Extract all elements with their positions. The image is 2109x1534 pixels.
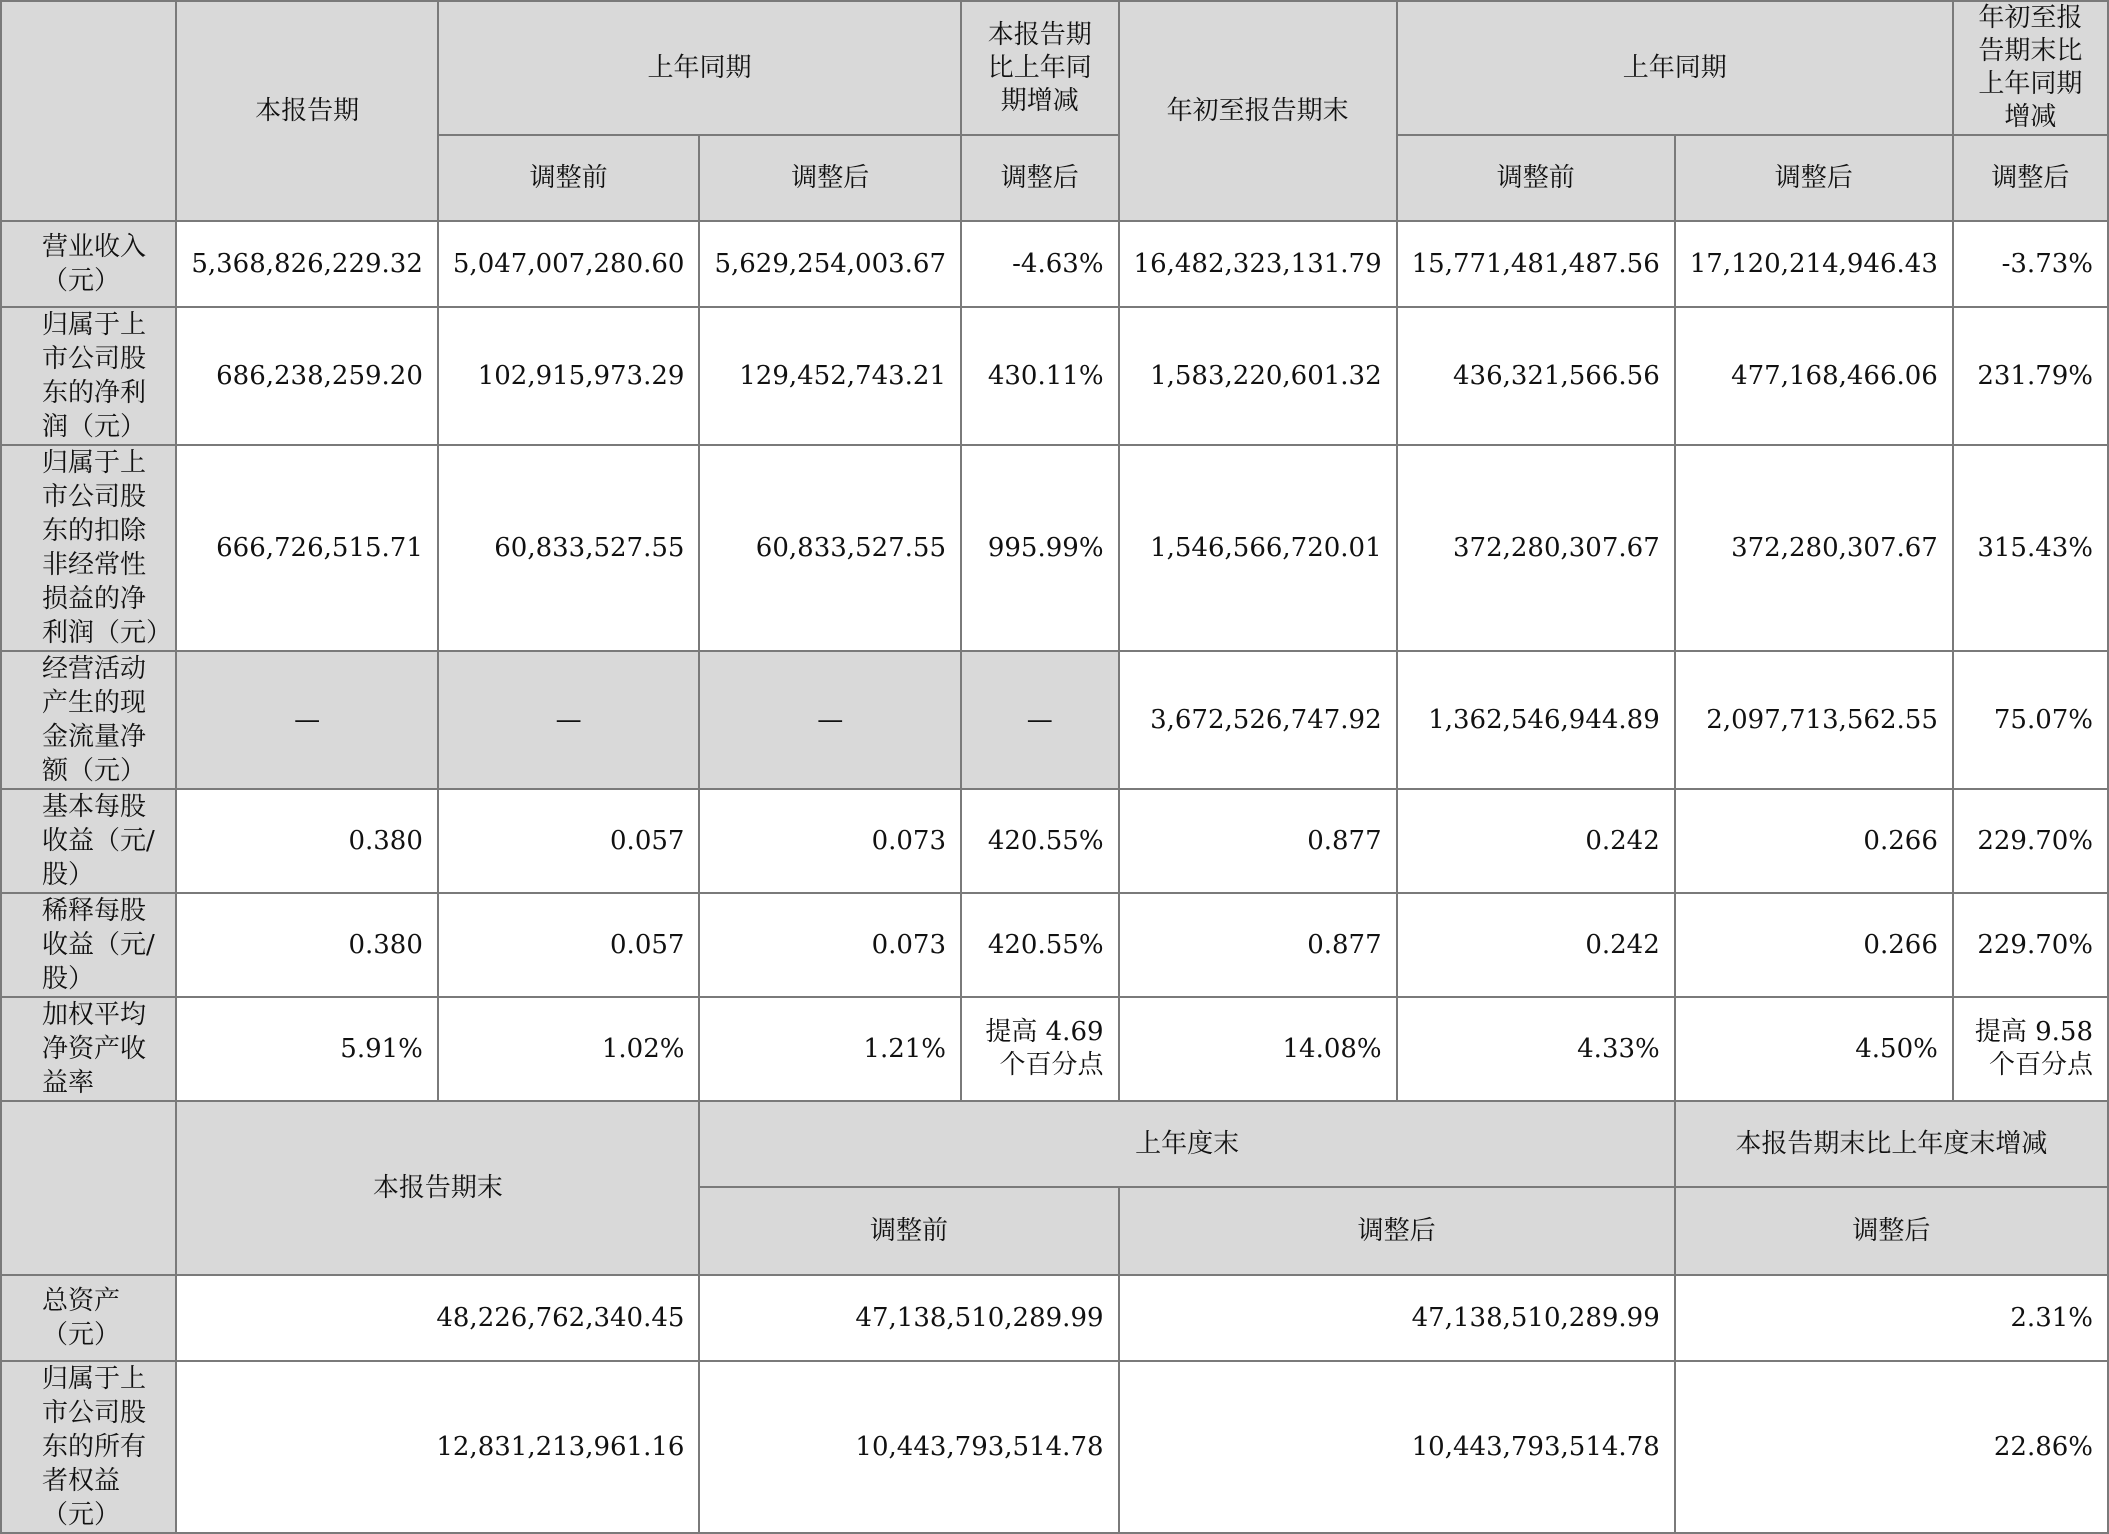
header-period-end: 本报告期末 (176, 1101, 699, 1275)
ytd-before-value: 0.242 (1397, 893, 1675, 997)
change-value: 430.11% (961, 307, 1119, 445)
prior-after-value: 129,452,743.21 (699, 307, 961, 445)
prior-after-value: 1.21% (699, 997, 961, 1101)
ytd-before-value: 372,280,307.67 (1397, 445, 1675, 651)
header-year-end-before-adj: 调整前 (699, 1187, 1118, 1275)
table-row (1, 789, 2108, 893)
year-end-before-value: 47,138,510,289.99 (699, 1275, 1118, 1361)
table-row (1, 221, 2108, 307)
ytd-change-value: 提高 9.58 个百分点 (1953, 997, 2108, 1101)
year-end-after-value: 10,443,793,514.78 (1119, 1361, 1675, 1533)
ytd-before-value: 1,362,546,944.89 (1397, 651, 1675, 789)
row-label: 基本每股收益（元/股） (1, 789, 176, 893)
ytd-after-value: 372,280,307.67 (1675, 445, 1953, 651)
table-row (1, 651, 2108, 789)
row-label: 归属于上市公司股东的所有者权益（元） (1, 1361, 176, 1533)
ytd-change-value: 229.70% (1953, 789, 2108, 893)
header-change-ytd: 年初至报告期末比上年同期增减 (1953, 1, 2108, 135)
table-row (1, 997, 2108, 1101)
header-ytd: 年初至报告期末 (1119, 1, 1397, 221)
header-before-adj: 调整前 (438, 135, 700, 221)
year-end-before-value: 10,443,793,514.78 (699, 1361, 1118, 1533)
bottom-header-row-1 (1, 1101, 2108, 1187)
prior-after-value: 5,629,254,003.67 (699, 221, 961, 307)
current-period-value: 0.380 (176, 789, 438, 893)
ytd-after-value: 4.50% (1675, 997, 1953, 1101)
ytd-change-value: 229.70% (1953, 893, 2108, 997)
table-row (1, 1361, 2108, 1533)
top-header-row-1 (1, 1, 2108, 135)
year-end-after-value: 47,138,510,289.99 (1119, 1275, 1675, 1361)
header-prior-period: 上年同期 (438, 1, 961, 135)
year-end-change-value: 22.86% (1675, 1361, 2108, 1533)
bottom-header-corner-cell (1, 1101, 176, 1275)
table-row (1, 307, 2108, 445)
year-end-change-value: 2.31% (1675, 1275, 2108, 1361)
ytd-value: 14.08% (1119, 997, 1397, 1101)
prior-before-value: 0.057 (438, 893, 700, 997)
ytd-value: 1,583,220,601.32 (1119, 307, 1397, 445)
header-current-period: 本报告期 (176, 1, 438, 221)
ytd-change-value: -3.73% (1953, 221, 2108, 307)
period-end-value: 12,831,213,961.16 (176, 1361, 699, 1533)
row-label: 加权平均净资产收益率 (1, 997, 176, 1101)
header-year-end-after-adj: 调整后 (1119, 1187, 1675, 1275)
row-label: 归属于上市公司股东的扣除非经常性损益的净利润（元） (1, 445, 176, 651)
ytd-before-value: 4.33% (1397, 997, 1675, 1101)
prior-after-value: 0.073 (699, 893, 961, 997)
header-corner-cell (1, 1, 176, 221)
period-end-value: 48,226,762,340.45 (176, 1275, 699, 1361)
ytd-before-value: 15,771,481,487.56 (1397, 221, 1675, 307)
prior-after-value: — (699, 651, 961, 789)
ytd-change-value: 75.07% (1953, 651, 2108, 789)
row-label: 营业收入（元） (1, 221, 176, 307)
row-label: 归属于上市公司股东的净利润（元） (1, 307, 176, 445)
ytd-before-value: 0.242 (1397, 789, 1675, 893)
current-period-value: 0.380 (176, 893, 438, 997)
header-ytd-change-after-adj: 调整后 (1953, 135, 2108, 221)
prior-before-value: 5,047,007,280.60 (438, 221, 700, 307)
change-value: — (961, 651, 1119, 789)
ytd-value: 1,546,566,720.01 (1119, 445, 1397, 651)
ytd-after-value: 17,120,214,946.43 (1675, 221, 1953, 307)
ytd-value: 16,482,323,131.79 (1119, 221, 1397, 307)
header-ytd-before-adj: 调整前 (1397, 135, 1675, 221)
ytd-change-value: 231.79% (1953, 307, 2108, 445)
ytd-after-value: 477,168,466.06 (1675, 307, 1953, 445)
change-value: 420.55% (961, 789, 1119, 893)
change-value: -4.63% (961, 221, 1119, 307)
table-row (1, 893, 2108, 997)
table-row (1, 1275, 2108, 1361)
change-value: 提高 4.69 个百分点 (961, 997, 1119, 1101)
change-value: 995.99% (961, 445, 1119, 651)
header-year-end-change-after-adj: 调整后 (1675, 1187, 2108, 1275)
current-period-value: — (176, 651, 438, 789)
header-after-adj: 调整后 (699, 135, 961, 221)
ytd-value: 3,672,526,747.92 (1119, 651, 1397, 789)
ytd-before-value: 436,321,566.56 (1397, 307, 1675, 445)
ytd-after-value: 0.266 (1675, 893, 1953, 997)
ytd-after-value: 2,097,713,562.55 (1675, 651, 1953, 789)
header-change-after-adj: 调整后 (961, 135, 1119, 221)
header-prior-period-ytd: 上年同期 (1397, 1, 1953, 135)
change-value: 420.55% (961, 893, 1119, 997)
ytd-change-value: 315.43% (1953, 445, 2108, 651)
header-change-quarter: 本报告期比上年同期增减 (961, 1, 1119, 135)
ytd-value: 0.877 (1119, 789, 1397, 893)
ytd-value: 0.877 (1119, 893, 1397, 997)
current-period-value: 686,238,259.20 (176, 307, 438, 445)
row-label: 总资产（元） (1, 1275, 176, 1361)
prior-after-value: 0.073 (699, 789, 961, 893)
prior-before-value: 0.057 (438, 789, 700, 893)
prior-before-value: 1.02% (438, 997, 700, 1101)
prior-before-value: 102,915,973.29 (438, 307, 700, 445)
ytd-after-value: 0.266 (1675, 789, 1953, 893)
current-period-value: 5,368,826,229.32 (176, 221, 438, 307)
prior-after-value: 60,833,527.55 (699, 445, 961, 651)
header-change-year-end: 本报告期末比上年度末增减 (1675, 1101, 2108, 1187)
table-row (1, 445, 2108, 651)
prior-before-value: 60,833,527.55 (438, 445, 700, 651)
prior-before-value: — (438, 651, 700, 789)
header-prior-year-end: 上年度末 (699, 1101, 1674, 1187)
row-label: 稀释每股收益（元/股） (1, 893, 176, 997)
row-label: 经营活动产生的现金流量净额（元） (1, 651, 176, 789)
header-ytd-after-adj: 调整后 (1675, 135, 1953, 221)
current-period-value: 5.91% (176, 997, 438, 1101)
current-period-value: 666,726,515.71 (176, 445, 438, 651)
